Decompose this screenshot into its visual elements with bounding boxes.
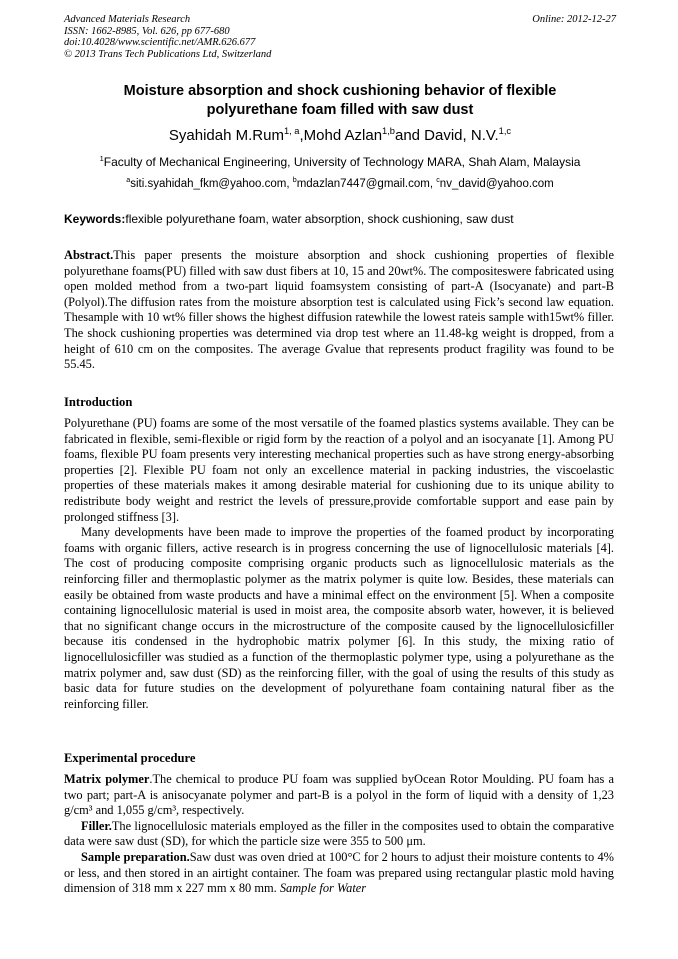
author-list (64, 126, 616, 146)
abstract-label: Abstract. (64, 248, 114, 262)
journal-copyright: © 2013 Trans Tech Publications Ltd, Switzerland (64, 48, 272, 60)
keywords (64, 211, 616, 227)
matrix-polymer-text: .The chemical to produce PU foam was supplied byOcean Rotor Moulding. PU foam has a two part; part-A is anisocyanate polymer and part-B is a polyol in the form of liquid with a density of 1,23 g/cm³ and 1,055 g/cm³, respectively. (64, 772, 615, 818)
sample-preparation-text: Saw dust was oven dried at 100°C for 2 hours to adjust their moisture contents to 4% or less, and then stored in an airtight container. The foam was prepared using rectangular plastic mold having dimension of 318 mm x 227 mm x 80 mm. (64, 849, 614, 896)
email-a: siti.syahidah_fkm@yahoo.com, (130, 178, 293, 190)
matrix-polymer-label: Matrix polymer (64, 772, 150, 786)
keywords-label: Keywords: (64, 212, 126, 226)
affiliation-text: Faculty of Mechanical Engineering, University of Technology MARA, Shah Alam, Malaysia (103, 155, 581, 169)
title-line-2: polyurethane foam filled with saw dust (206, 102, 474, 118)
abstract-paragraph (64, 248, 614, 373)
journal-doi: doi:10.4028/www.scientific.net/AMR.626.677 (64, 37, 256, 48)
author-2-affil: 1,b (382, 126, 395, 136)
author-3: and David, N.V. (394, 127, 499, 144)
author-2: ,Mohd Azlan (299, 127, 383, 144)
keywords-text: flexible polyurethane foam, water absorption, shock cushioning, saw dust (125, 212, 514, 226)
journal-issn: ISSN: 1662-8985, Vol. 626, pp 677-680 (64, 25, 230, 37)
introduction-section (64, 416, 614, 712)
sample-preparation-label: Sample preparation. (81, 849, 190, 864)
author-3-affil: 1,c (498, 126, 512, 136)
journal-name: Advanced Materials Research (64, 14, 191, 25)
affiliation (64, 154, 616, 170)
title-line-1: Moisture absorption and shock cushioning behavior of flexible (123, 83, 557, 99)
paper-title (64, 82, 616, 120)
intro-paragraph-1: Polyurethane (PU) foams are some of the most versatile of the foamed plastics systems available. They can be fabricated in flexible, semi-flexible or rigid form by the reaction of a polyol and an isocyanate [1]. Among PU foams, flexible PU foam presents very interesting mechanical properties such as have strong energy-absorbing properties [2]. Flexible PU foam not only an excellence material in packing industries, the viscoelastic properties of these materials makes it among desirable material for cushioning due to its unique ability to redistribute body weight and restrict the levels of pressure,provide comfortable support and ease pain by prolonged stiffness [3]. (64, 416, 614, 524)
email-c-marker: c (436, 176, 440, 185)
email-b: mdazlan7447@gmail.com, (296, 178, 437, 190)
email-c: nv_david@yahoo.com (439, 178, 554, 190)
matrix-polymer-paragraph (64, 772, 614, 819)
affiliation-number: 1 (99, 154, 104, 163)
experimental-section (64, 772, 614, 897)
sample-preparation-paragraph (64, 850, 614, 897)
author-1-affil: 1, a (283, 126, 300, 136)
experimental-heading: Experimental procedure (64, 751, 196, 765)
filler-paragraph (64, 819, 614, 850)
filler-text: The lignocellulosic materials employed as the filler in the composites used to obtain the comparative data were saw dust (SD), for which the particle size were 355 to 500 μm. (64, 818, 614, 849)
abstract-g-symbol: G (324, 341, 334, 356)
abstract-text-end: value that represents product fragility was found to be 55.45. (64, 341, 614, 372)
author-emails (64, 176, 616, 192)
email-a-marker: a (126, 176, 131, 185)
abstract (64, 248, 614, 373)
online-date: Online: 2012-12-27 (532, 14, 616, 25)
introduction-heading: Introduction (64, 395, 133, 409)
abstract-text: This paper presents the moisture absorption and shock cushioning properties of flexible polyurethane foams(PU) filled with saw dust fibers at 10, 15 and 20wt%. The compositeswere fabricated using open molded method from a two-part liquid foamsystem consisting of part-A (Isocyanate) and part-B (Polyol).The diffusion rates from the moisture absorption test is calculated using Fick’s second law equation. Thesample with 10 wt% filler shows the highest diffusion ratewhile the lowest rateis sample with15wt% filler. The shock cushioning properties was determined via drop test where an 11.48-kg weight is dropped, from a height of 610 cm on the composites. The average (64, 248, 614, 356)
author-1: Syahidah M.Rum (168, 127, 284, 144)
email-b-marker: b (292, 176, 297, 185)
intro-paragraph-2: Many developments have been made to improve the properties of the foamed product by incorporating foams with organic fillers, active research is in progress concerning the use of lignocellulosic materials [4]. The cost of producing composite comprising organic products such as lignocellulosic materials as the reinforcing filler and thermoplastic polymer as the matrix polymer is quite low. Besides, these materials can easily be obtained from waste products and have a minimal effect on the environment [5]. When a composite containing lignocellulosic material is used in moist area, the composite absorb water, however, it is believed that no significant change occurs in the microstructure of the composite caused by the lignocellulosicfiller because itis condensed in the hydrophobic matrix polymer [6]. In this study, the mixing ratio of lignocellulosicfiller was studied as a function of the thermoplastic polymer type, using a polyurethane as the matrix polymer and, saw dust (SD) as the reinforcing filler, with the goal of using the results of this study as basic data for future studies on the development of polyurethane foam containing natural fiber as the reinforcing filler. (64, 525, 614, 711)
journal-header (64, 14, 616, 60)
filler-label: Filler. (81, 818, 112, 833)
sample-water-italic: Sample for Water (279, 881, 367, 896)
